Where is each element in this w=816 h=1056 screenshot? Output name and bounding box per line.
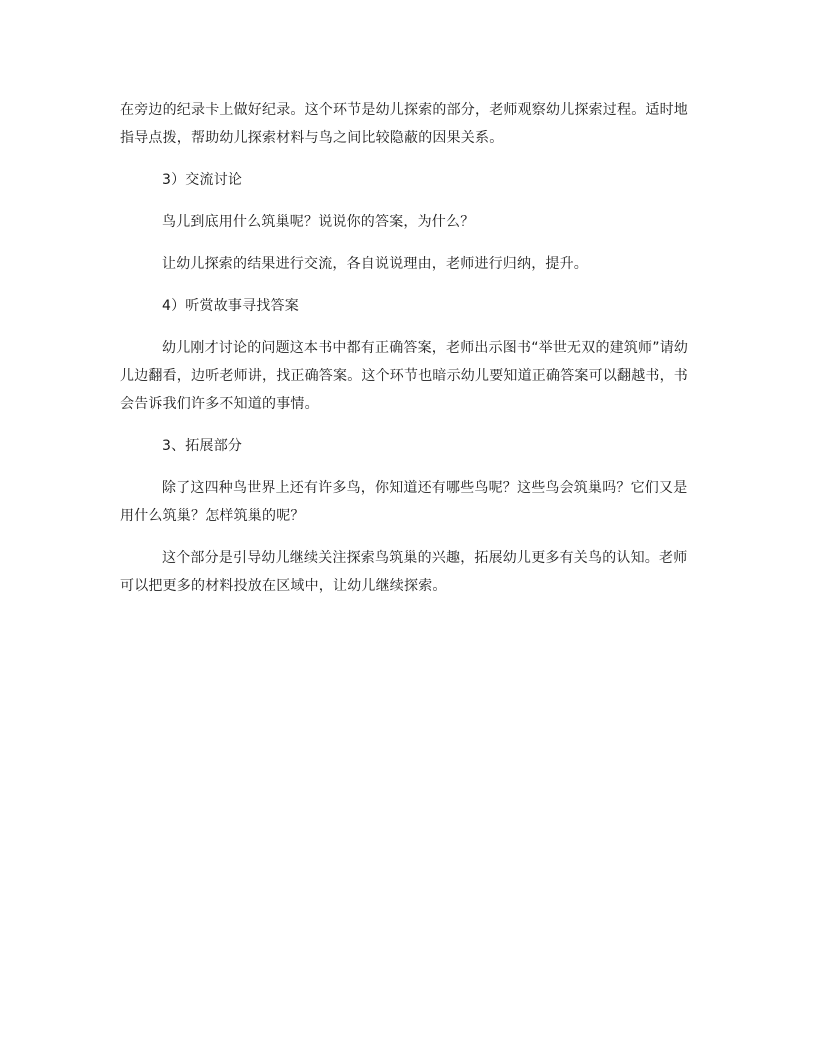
heading-story: 4）听赏故事寻找答案 <box>162 298 299 314</box>
document-body <box>120 96 694 600</box>
paragraph-story: 幼儿刚才讨论的问题这本书中都有正确答案，老师出示图书“举世无双的建筑师”请幼儿边翻看，边听老师讲，找正确答案。这个环节也暗示幼儿要知道正确答案可以翻越书，书会告诉我们许多不知道的事情。 <box>120 340 689 412</box>
paragraph-exchange: 让幼儿探索的结果进行交流，各自说说理由，老师进行归纳，提升。 <box>162 256 588 272</box>
heading-extension: 3、拓展部分 <box>162 438 243 454</box>
paragraph-extension-summary: 这个部分是引导幼儿继续关注探索鸟筑巢的兴趣，拓展幼儿更多有关鸟的认知。老师可以把更多的材料投放在区域中，让幼儿继续探索。 <box>120 550 688 594</box>
heading-discussion: 3）交流讨论 <box>162 172 243 188</box>
paragraph-extension-question: 除了这四种鸟世界上还有许多鸟，你知道还有哪些鸟呢？这些鸟会筑巢吗？它们又是用什么筑巢？怎样筑巢的呢？ <box>120 480 688 524</box>
paragraph-question: 鸟儿到底用什么筑巢呢？说说你的答案，为什么？ <box>162 214 475 230</box>
paragraph-recording: 在旁边的纪录卡上做好纪录。这个环节是幼儿探索的部分，老师观察幼儿探索过程。适时地指导点拨，帮助幼儿探索材料与鸟之间比较隐蔽的因果关系。 <box>120 102 688 146</box>
